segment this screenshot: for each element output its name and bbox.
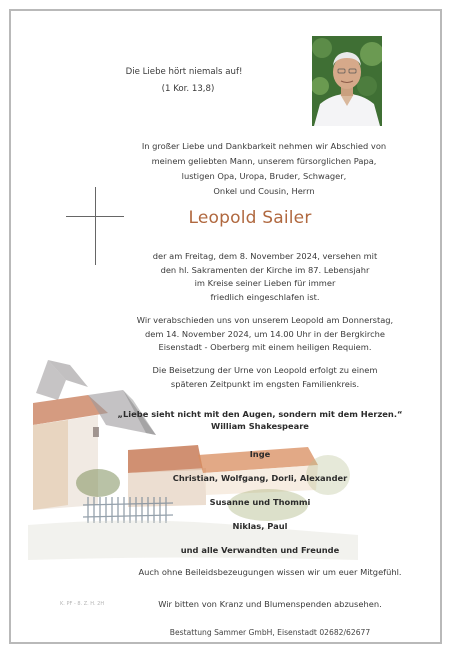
- farewell-notice: [120, 314, 410, 355]
- death-line: der am Freitag, dem 8. November 2024, versehen mit: [152, 251, 378, 261]
- death-notice: [120, 250, 410, 304]
- cross-icon: [95, 187, 96, 265]
- mourners-block: [110, 408, 410, 562]
- sketch-signature: K. PF - 8. Z. H. 2H: [60, 601, 105, 607]
- funeral-home-footer: Bestattung Sammer GmbH, Eisenstadt 02682/62677: [169, 628, 371, 637]
- mourner-line: Christian, Wolfgang, Dorli, Alexander: [172, 473, 348, 483]
- bible-quote-ref: (1 Kor. 13,8): [161, 84, 215, 94]
- mourner-line: Niklas, Paul: [232, 521, 288, 531]
- mourner-line: Susanne und Thommi: [209, 497, 311, 507]
- farewell-line: dem 14. November 2024, um 14.00 Uhr in der Bergkirche: [144, 328, 386, 339]
- deceased-name: Leopold Sailer: [188, 208, 312, 228]
- intro-line: In großer Liebe und Dankbarkeit nehmen wir Abschied von: [141, 141, 387, 151]
- urn-line: Die Beisetzung der Urne von Leopold erfolgt zu einem: [152, 365, 378, 375]
- bible-quote: [104, 64, 264, 98]
- cross-bar: [66, 216, 124, 217]
- intro-line: Onkel und Cousin, Herrn: [213, 186, 315, 196]
- quote-author: William Shakespeare: [211, 421, 309, 431]
- death-line: den hl. Sakramenten der Kirche im 87. Lebensjahr: [160, 264, 370, 275]
- death-line: im Kreise seiner Lieben für immer: [194, 278, 336, 289]
- portrait-photo: [312, 36, 382, 126]
- death-line: friedlich eingeschlafen ist.: [210, 291, 320, 302]
- mourner-line: Inge: [249, 449, 271, 459]
- intro-text: [130, 139, 398, 199]
- no-condolences-note: Auch ohne Beileidsbezeugungen wissen wir um euer Mitgefühl.: [138, 567, 402, 577]
- farewell-line: Wir verabschieden uns von unserem Leopold am Donnerstag,: [136, 315, 394, 325]
- bible-quote-line: Die Liebe hört niemals auf!: [125, 67, 243, 77]
- urn-line: späteren Zeitpunkt im engsten Familienkreis.: [170, 378, 360, 389]
- intro-line: lustigen Opa, Uropa, Bruder, Schwager,: [181, 171, 347, 181]
- shakespeare-quote: „Liebe sieht nicht mit den Augen, sondern mit dem Herzen.“: [117, 409, 403, 419]
- no-flowers-note: Wir bitten von Kranz und Blumenspenden abzusehen.: [158, 599, 382, 609]
- farewell-line: Eisenstadt - Oberberg mit einem heiligen Requiem.: [158, 342, 372, 353]
- intro-line: meinem geliebten Mann, unserem fürsorglichen Papa,: [151, 156, 377, 166]
- mourner-line: und alle Verwandten und Freunde: [180, 545, 340, 555]
